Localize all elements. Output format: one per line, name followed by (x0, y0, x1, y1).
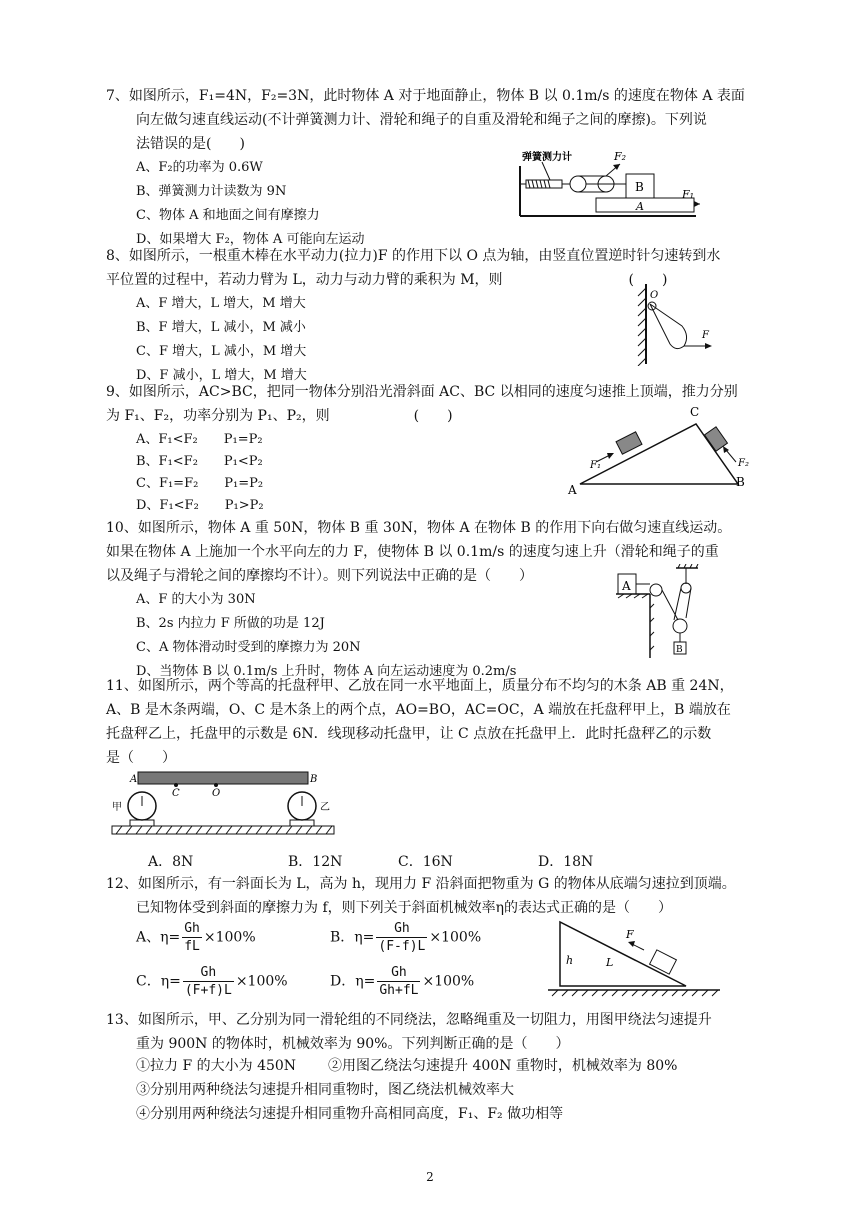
q8-option-c: C、F 增大，L 减小，M 增大 (136, 344, 307, 359)
q8-option-a: A、F 增大，L 增大，M 增大 (136, 296, 306, 311)
q11-a-label: A (130, 774, 138, 785)
q11-figure (110, 770, 340, 840)
q12-option-d: D．η= $\frac{Gh}{Gh+fL}$ ×100% (330, 965, 475, 998)
q9-option-b: B、F₁<F₂ P₁<P₂ (136, 454, 263, 469)
q9-line-2: 为 F₁、F₂，功率分别为 P₁、P₂，则 ( ) (106, 408, 453, 424)
q13-line-1: 13、如图所示，甲、乙分别为同一滑轮组的不同绕法，忽略绳重及一切阻力，用图甲绕法匀速提升 (106, 1012, 712, 1028)
q8-option-d: D、F 减小，L 增大，M 增大 (136, 368, 307, 383)
q9-figure (566, 402, 756, 494)
q8-line-2: 平位置的过程中，若动力臂为 L，动力与动力臂的乘积为 M，则 ( ) (106, 272, 668, 288)
q11-line-3: 托盘秤乙上，托盘甲的示数是 6N．线现移动托盘甲，让 C 点放在托盘甲上．此时托盘秤乙的示数 (106, 726, 712, 742)
q7-option-a: A、F₂的功率为 0.6W (136, 160, 263, 175)
q12-line-2: 已知物体受到斜面的摩擦力为 f，则下列关于斜面机械效率η的表达式正确的是（ ） (136, 900, 673, 916)
q9-option-a: A、F₁<F₂ P₁=P₂ (136, 432, 263, 447)
q12-line-1: 12、如图所示，有一斜面长为 L，高为 h，现用力 F 沿斜面把物重为 G 的物体从底端匀速拉到顶端。 (106, 876, 736, 892)
q11-option-c: C．16N (398, 854, 453, 870)
q7-option-b: B、弹簧测力计读数为 9N (136, 184, 287, 199)
q8-line-1: 8、如图所示，一根重木棒在水平动力(拉力)F 的作用下以 O 点为轴，由竖直位置逆时针匀速转到水 (106, 248, 721, 264)
q11-b-label: B (310, 774, 318, 785)
q10-option-c: C、A 物体滑动时受到的摩擦力为 20N (136, 640, 361, 655)
q10-option-b: B、2s 内拉力 F 所做的功是 12J (136, 616, 325, 631)
q9-a-label: A (568, 483, 577, 494)
q8-o-label: O (650, 290, 659, 301)
q12-f-label: F (626, 928, 634, 941)
q12-option-b: B．η= $\frac{Gh}{(F-f)L}$ ×100% (330, 921, 482, 954)
q10-line-1: 10、如图所示，物体 A 重 50N，物体 B 重 30N，物体 A 在物体 B 的作用下向右做匀速直线运动。 (106, 520, 732, 536)
q13-item-4: ④分别用两种绕法匀速提升相同重物升高相同高度，F₁、F₂ 做功相等 (136, 1106, 564, 1122)
q13-item-1: ①拉力 F 的大小为 450N (136, 1058, 297, 1074)
q7-option-d: D、如果增大 F₂，物体 A 可能向左运动 (136, 232, 365, 247)
q11-option-d: D．18N (538, 854, 594, 870)
q7-line-3: 法错误的是( ) (136, 136, 245, 152)
q9-option-d: D、F₁<F₂ P₁>P₂ (136, 498, 264, 513)
q7-f2-label: F₂ (614, 150, 627, 163)
q7-f1-label: F₁ (682, 188, 695, 201)
q8-f-label: F (702, 330, 709, 341)
q11-c-label: C (172, 788, 180, 799)
q7-b-label: B (635, 180, 644, 194)
q7-line-2: 向左做匀速直线运动(不计弹簧测力计、滑轮和绳子的自重及滑轮和绳子之间的摩擦)。下列说 (136, 112, 707, 128)
q12-option-c: C．η= $\frac{Gh}{(F+f)L}$ ×100% (136, 965, 288, 998)
q13-item-3: ③分别用两种绕法匀速提升相同重物时，图乙绕法机械效率大 (136, 1082, 514, 1098)
q11-jia-label: 甲 (112, 802, 122, 813)
q9-f2-label: F₂ (738, 458, 749, 469)
q10-option-a: A、F 的大小为 30N (136, 592, 256, 607)
q12-l-label: L (606, 956, 614, 969)
q12-option-a: A、η= $\frac{Gh}{fL}$ ×100% (136, 921, 256, 954)
q10-figure (614, 564, 704, 660)
q11-yi-label: 乙 (320, 802, 330, 813)
q7-spring-label: 弹簧测力计 (522, 152, 572, 163)
q9-line-1: 9、如图所示，AC>BC，把同一物体分别沿光滑斜面 AC、BC 以相同的速度匀速推上顶端，推力分别 (106, 384, 738, 400)
q8-figure (632, 282, 726, 366)
q7-figure (516, 146, 700, 220)
q9-option-c: C、F₁=F₂ P₁=P₂ (136, 476, 264, 491)
q11-o-label: O (212, 788, 221, 799)
q10-b-label: B (676, 645, 683, 655)
q9-b-label: B (736, 475, 745, 489)
q11-line-4: 是（ ） (106, 750, 176, 766)
q11-line-1: 11、如图所示，两个等高的托盘秤甲、乙放在同一水平地面上，质量分布不均匀的木条 AB 重 24N， (106, 678, 734, 694)
q13-item-2: ②用图乙绕法匀速提升 400N 重物时，机械效率为 80% (328, 1058, 678, 1074)
q10-a-label: A (622, 579, 631, 593)
q10-line-2: 如果在物体 A 上施加一个水平向左的力 F，使物体 B 以 0.1m/s 的速度匀速上升（滑轮和绳子的重 (106, 544, 719, 560)
q10-option-d: D、当物体 B 以 0.1m/s 上升时，物体 A 向左运动速度为 0.2m/s (136, 664, 517, 679)
q7-line-1: 7、如图所示，F₁=4N，F₂=3N，此时物体 A 对于地面静止，物体 B 以 0.1m/s 的速度在物体 A 表面 (106, 88, 745, 104)
q9-c-label: C (690, 405, 700, 419)
q11-line-2: A、B 是木条两端，O、C 是木条上的两个点，AO=BO，AC=OC，A 端放在托盘秤甲上，B 端放在 (106, 702, 731, 718)
q7-option-c: C、物体 A 和地面之间有摩擦力 (136, 208, 320, 223)
page-number: 2 (426, 1170, 434, 1184)
q11-option-a: A．8N (148, 854, 194, 870)
q13-line-2: 重为 900N 的物体时，机械效率为 90%。下列判断正确的是（ ） (136, 1036, 570, 1052)
q11-option-b: B．12N (288, 854, 343, 870)
q10-line-3: 以及绳子与滑轮之间的摩擦均不计）。则下列说法中正确的是（ ） (106, 568, 533, 584)
q12-h-label: h (566, 954, 574, 967)
q12-figure (546, 920, 722, 998)
q9-f1-label: F₁ (590, 460, 601, 471)
q7-a-label: A (636, 200, 644, 213)
q8-option-b: B、F 增大，L 减小，M 减小 (136, 320, 306, 335)
